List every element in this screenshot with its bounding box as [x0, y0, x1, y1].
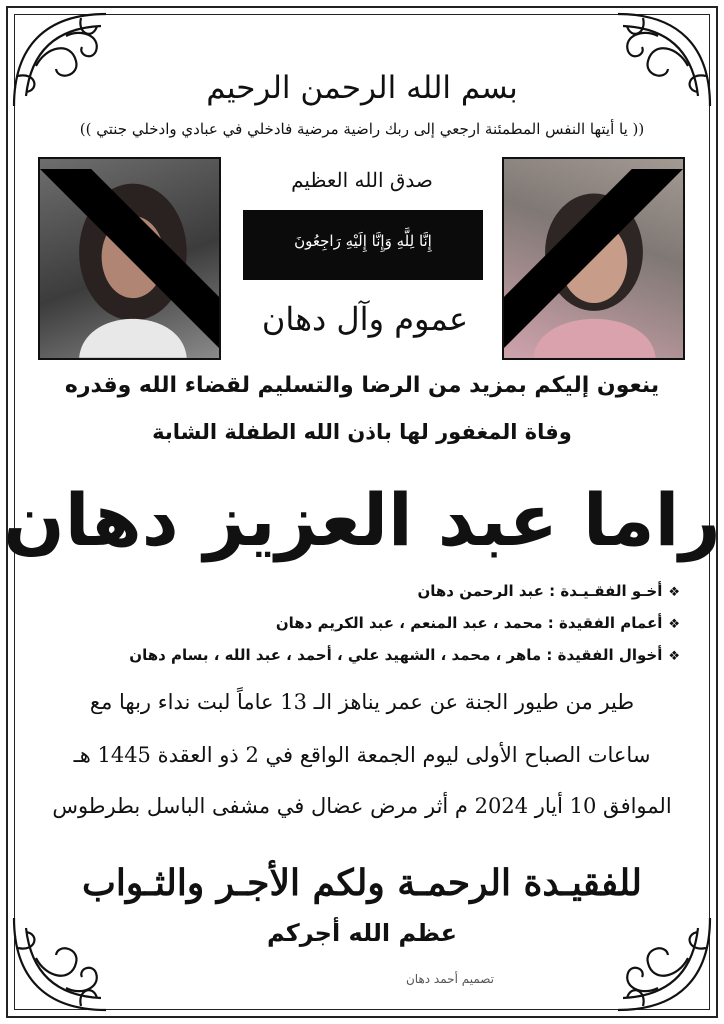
diamond-bullet-icon: ❖ [668, 649, 680, 664]
deceased-name: راما عبد العزيز دهان [3, 478, 721, 562]
closing-rahma: للفقيـدة الرحمـة ولكم الأجـر والثـواب [81, 862, 642, 904]
announcement-line-2: وفاة المغفور لها باذن الله الطفلة الشابة [152, 420, 572, 444]
ayah-text: إِنَّا لِلَّهِ وَإِنَّا إِلَيْهِ رَاجِعُونَ [294, 232, 432, 250]
photo-deceased-right [502, 157, 685, 360]
family-name: عموم وآل دهان [261, 300, 469, 338]
relative-line [276, 614, 680, 632]
diamond-bullet-icon: ❖ [668, 617, 680, 632]
mourning-ribbon-icon [40, 159, 219, 358]
designer-credit: تصميم أحمد دهان [405, 972, 495, 986]
details-line-1: طير من طيور الجنة عن عمر يناهز الـ 13 عاماً لبت نداء ربها مع [89, 690, 635, 714]
photo-deceased-left [38, 157, 221, 360]
mourning-ribbon-icon [504, 159, 683, 358]
relative-text: أعمام الفقيدة : محمد ، عبد المنعم ، عبد الكريم دهان [275, 614, 663, 632]
relative-text: أخـو الفقـيـدة : عبد الرحمن دهان [417, 582, 663, 600]
closing-azzam: عظم الله أجركم [266, 919, 458, 947]
relative-line [417, 582, 680, 600]
basmala: بسم الله الرحمن الرحيم [206, 70, 518, 106]
sadaq-allah: صدق الله العظيم [291, 168, 433, 192]
details-line-2: ساعات الصباح الأولى ليوم الجمعة الواقع في 2 ذو العقدة 1445 هـ [73, 743, 651, 767]
relative-text: أخوال الفقيدة : ماهر ، محمد ، الشهيد علي ، أحمد ، عبد الله ، بسام دهان [129, 646, 663, 664]
details-line-3: الموافق 10 أيار 2024 م أثر مرض عضال في مشفى الباسل بطرطوس [52, 794, 672, 818]
relative-line [129, 646, 680, 664]
announcement-line-1: ينعون إليكم بمزيد من الرضا والتسليم لقضاء الله وقدره [64, 373, 660, 398]
quran-verse: (( يا أيتها النفس المطمئنة ارجعي إلى ربك راضية مرضية فادخلي في عبادي وادخلي جنتي )) [79, 120, 645, 138]
diamond-bullet-icon: ❖ [668, 585, 680, 600]
